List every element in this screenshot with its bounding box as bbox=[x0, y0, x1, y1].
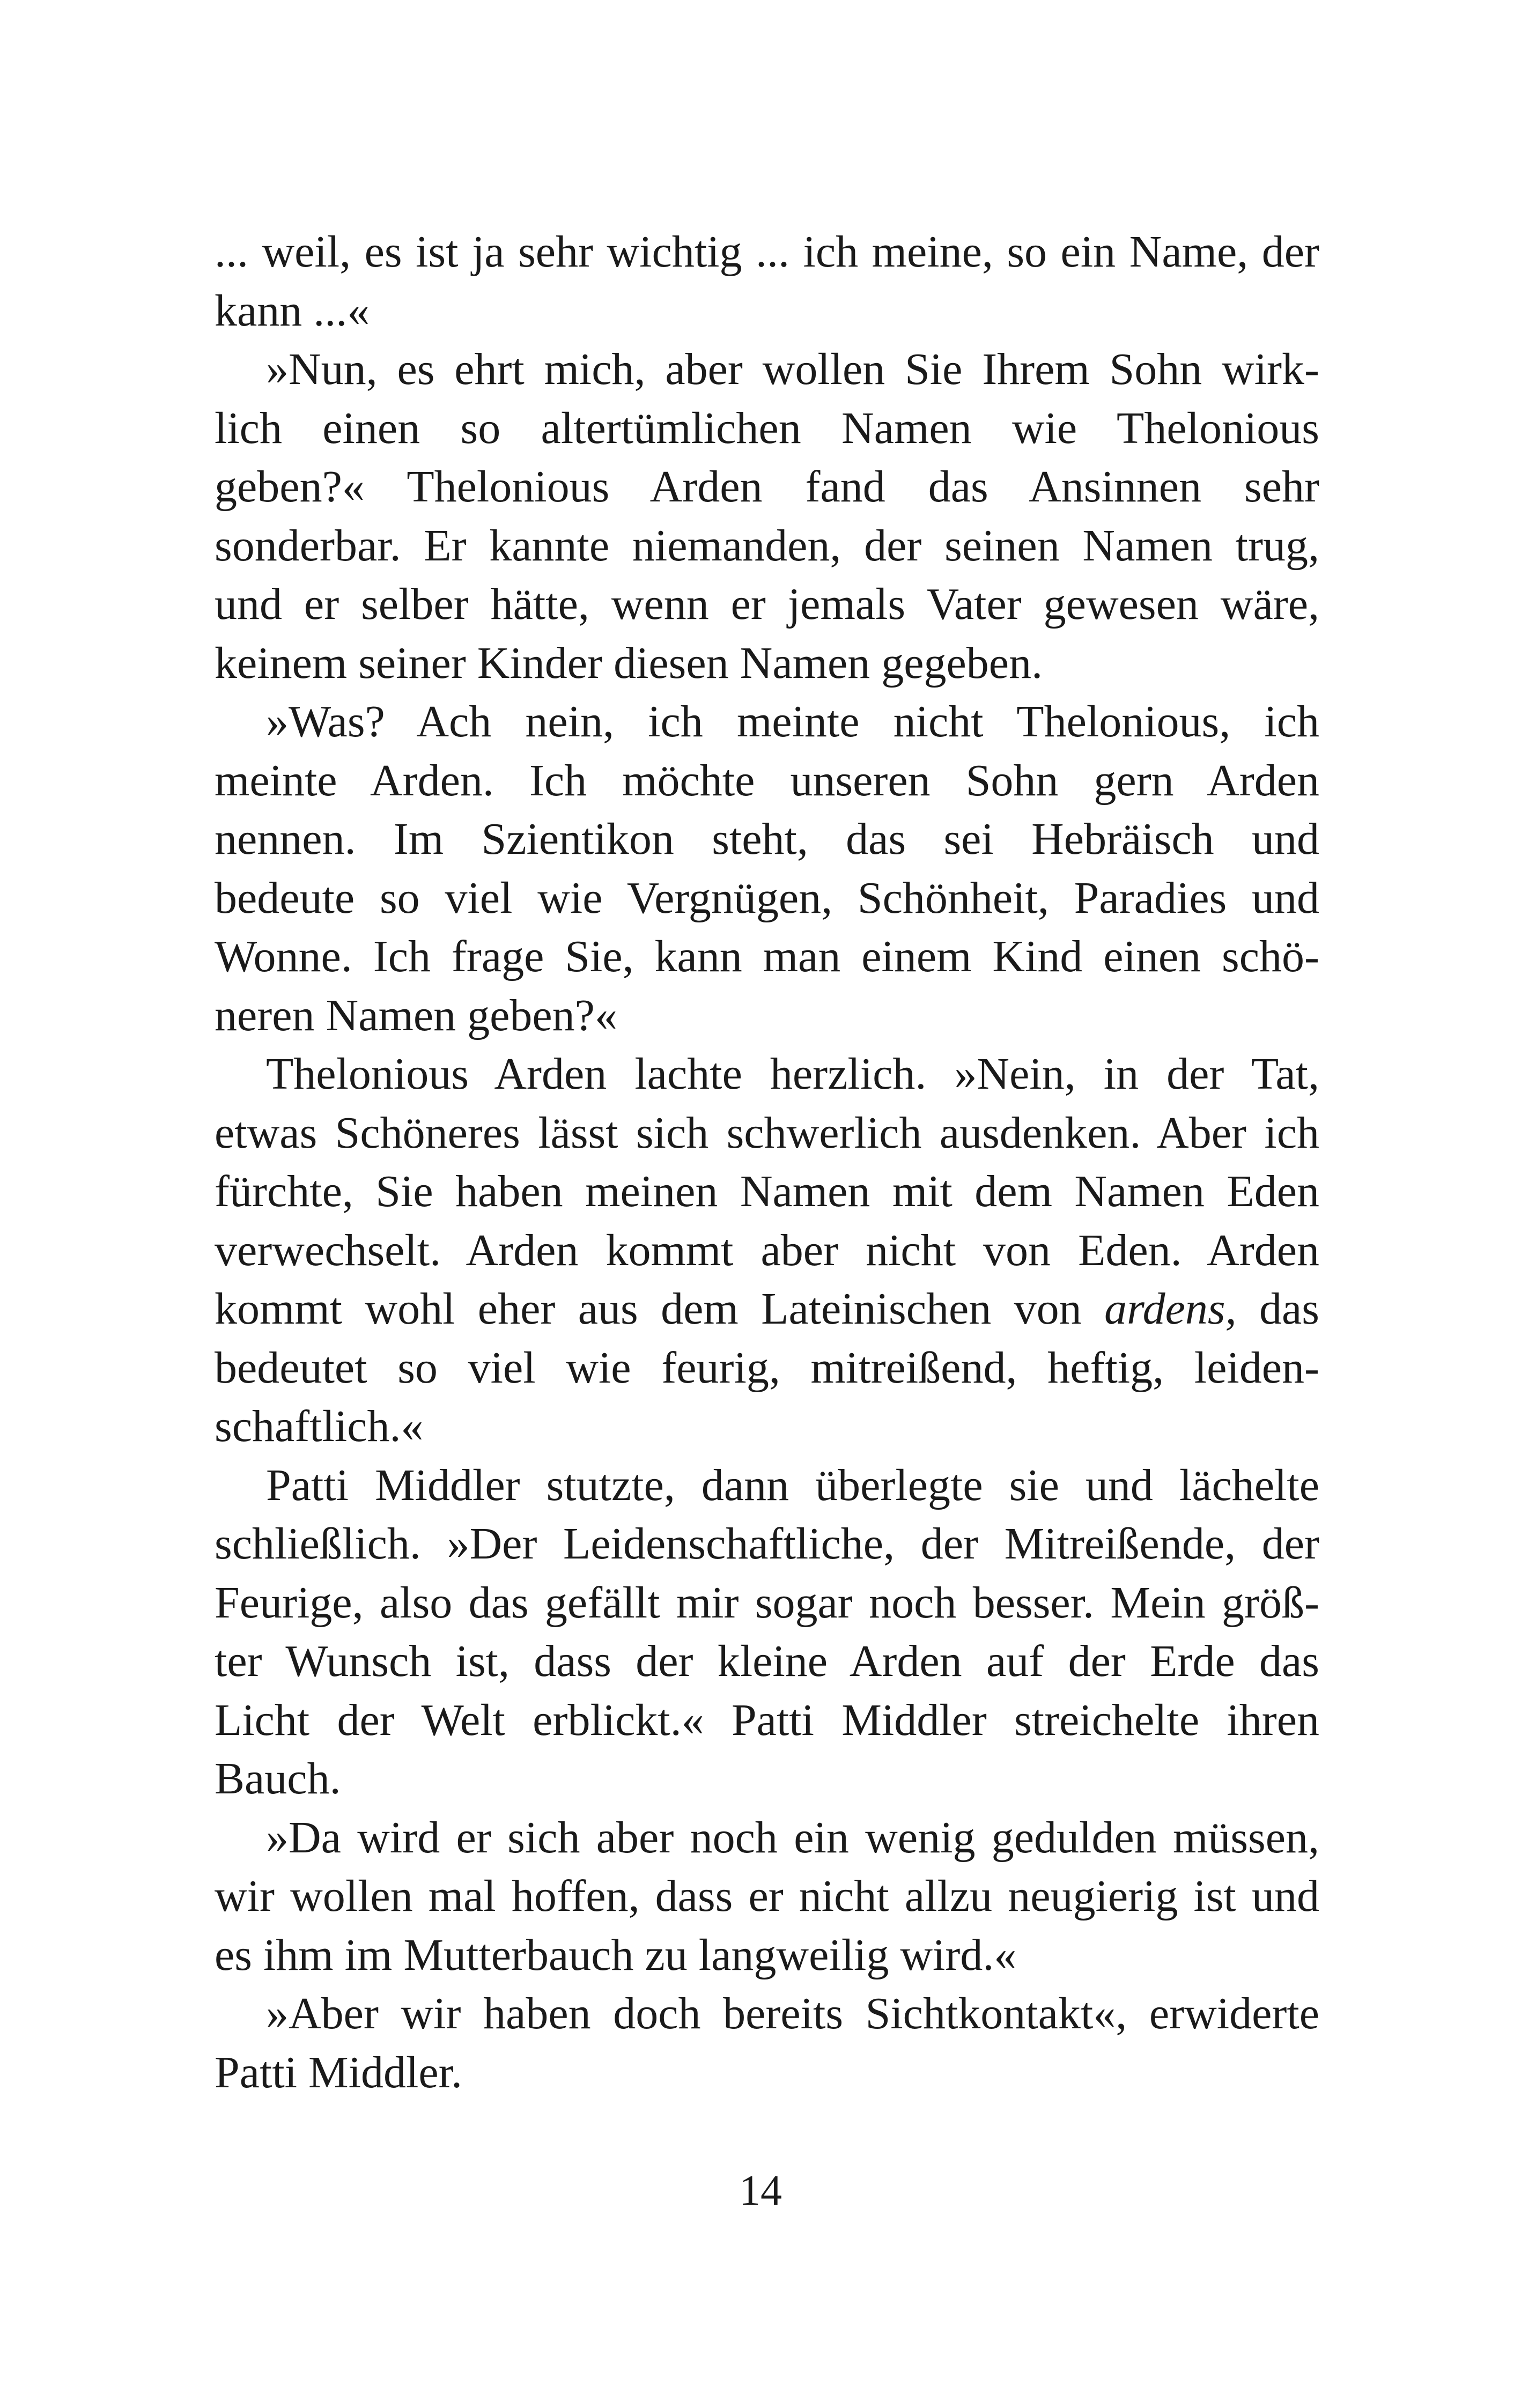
paragraph bbox=[215, 692, 1319, 1045]
text-line: ter Wunsch ist, dass der kleine Arden auf der Erde das bbox=[215, 1636, 1319, 1686]
text-line: keinem seiner Kinder diesen Namen gegeben. bbox=[215, 638, 1043, 688]
body-text bbox=[215, 223, 1319, 2102]
paragraph bbox=[215, 1456, 1319, 1808]
text-line: Wonne. Ich frage Sie, kann man einem Kind einen schö- bbox=[215, 932, 1319, 981]
text-line: sonderbar. Er kannte niemanden, der seinen Namen trug, bbox=[215, 520, 1319, 571]
text-line: geben?« Thelonious Arden fand das Ansinnen sehr bbox=[215, 462, 1319, 512]
paragraph bbox=[215, 223, 1319, 340]
text-line: schaftlich.« bbox=[215, 1401, 424, 1451]
text-line: ... weil, es ist ja sehr wichtig ... ich meine, so ein Name, der bbox=[215, 227, 1319, 277]
text-line: verwechselt. Arden kommt aber nicht von Eden. Arden bbox=[215, 1225, 1319, 1275]
text-line: »Aber wir haben doch bereits Sichtkontakt«, erwiderte bbox=[266, 1989, 1319, 2038]
text-line: lich einen so altertümlichen Namen wie Thelonious bbox=[215, 403, 1319, 453]
text-line: und er selber hätte, wenn er jemals Vater gewesen wäre, bbox=[215, 579, 1319, 629]
paragraph bbox=[215, 340, 1319, 692]
text-line: es ihm im Mutterbauch zu langweilig wird.« bbox=[215, 1930, 1017, 1980]
text-line: neren Namen geben?« bbox=[215, 990, 617, 1040]
text-line: »Nun, es ehrt mich, aber wollen Sie Ihrem Sohn wirk- bbox=[266, 344, 1319, 394]
text-line: bedeutet so viel wie feurig, mitreißend, heftig, leiden- bbox=[215, 1342, 1319, 1393]
page-number: 14 bbox=[739, 2167, 782, 2214]
text-line: Feurige, also das gefällt mir sogar noch besser. Mein größ- bbox=[215, 1577, 1319, 1628]
text-line: bedeute so viel wie Vergnügen, Schönheit, Paradies und bbox=[215, 873, 1319, 923]
text-line: Patti Middler stutzte, dann überlegte sie und lächelte bbox=[266, 1460, 1319, 1510]
italic-word: ardens, bbox=[1104, 1284, 1237, 1334]
text-line: schließlich. »Der Leidenschaftliche, der Mitreißende, der bbox=[215, 1519, 1319, 1569]
text-line: nennen. Im Szientikon steht, das sei Hebräisch und bbox=[215, 814, 1319, 864]
text-line: wir wollen mal hoffen, dass er nicht allzu neugierig ist und bbox=[215, 1871, 1319, 1921]
text-line: Licht der Welt erblickt.« Patti Middler streichelte ihren bbox=[215, 1695, 1319, 1745]
text-line: etwas Schöneres lässt sich schwerlich ausdenken. Aber ich bbox=[215, 1107, 1319, 1158]
text-line: Thelonious Arden lachte herzlich. »Nein, in der Tat, bbox=[266, 1049, 1319, 1099]
text-line: kommt wohl eher aus dem Lateinischen von ardens, das bbox=[215, 1284, 1319, 1334]
text-line: Bauch. bbox=[215, 1754, 341, 1804]
text-line: meinte Arden. Ich möchte unseren Sohn gern Arden bbox=[215, 755, 1319, 806]
paragraph bbox=[215, 1984, 1319, 2102]
paragraph bbox=[215, 1045, 1319, 1456]
text-line: kann ...« bbox=[215, 285, 370, 336]
text-line: »Da wird er sich aber noch ein wenig gedulden müssen, bbox=[266, 1812, 1319, 1863]
text-line: fürchte, Sie haben meinen Namen mit dem Namen Eden bbox=[215, 1166, 1319, 1216]
text-line: Patti Middler. bbox=[215, 2047, 462, 2097]
text-line: »Was? Ach nein, ich meinte nicht Thelonious, ich bbox=[266, 697, 1319, 747]
paragraph bbox=[215, 1808, 1319, 1985]
